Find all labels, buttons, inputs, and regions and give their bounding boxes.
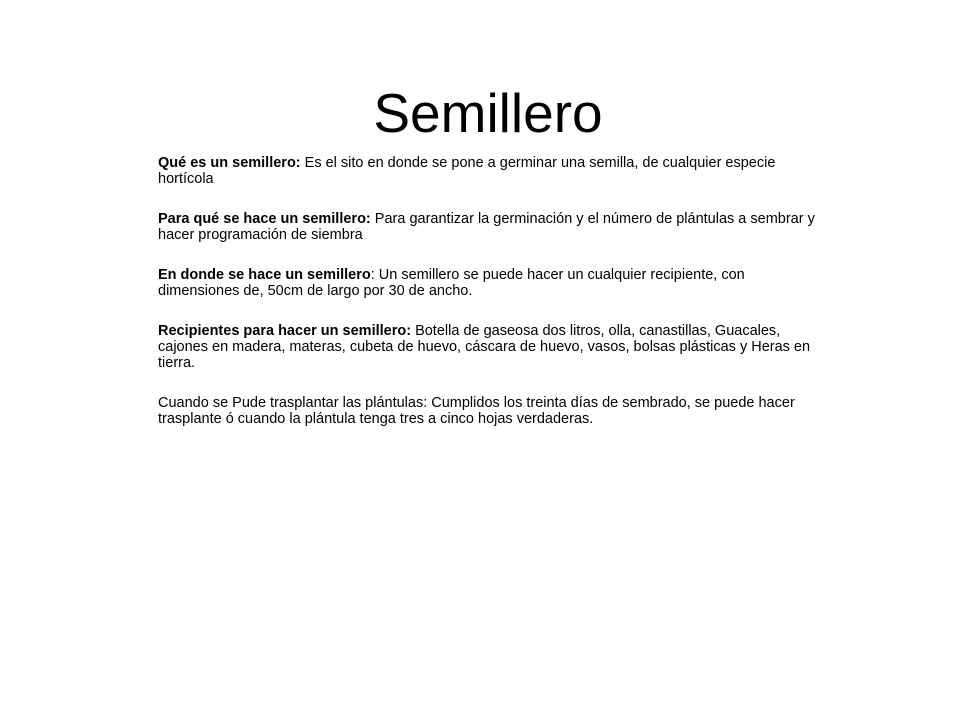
paragraph-label: En donde se hace un semillero [158, 267, 371, 283]
slide-body [158, 155, 818, 451]
paragraph-label: Para qué se hace un semillero: [158, 211, 371, 227]
paragraph-text: Es el sito en donde se pone a germinar una semilla, de cualquier especie hortícola [158, 155, 776, 187]
paragraph-en-donde [158, 267, 818, 299]
paragraph-label: Recipientes para hacer un semillero: [158, 323, 412, 339]
paragraph-trasplante [158, 395, 818, 427]
paragraph-text: Cuando se Pude trasplantar las plántulas: Cumplidos los treinta días de sembrado, se puede hacer trasplante ó cuando la plántula tenga tres a cinco hojas verdaderas. [158, 395, 795, 427]
paragraph-label: Qué es un semillero: [158, 155, 301, 171]
paragraph-que-es [158, 155, 818, 187]
paragraph-text: Para garantizar la germinación y el número de plántulas a sembrar y hacer programación de siembra [158, 211, 815, 243]
slide-title: Semillero [373, 82, 603, 144]
paragraph-text: : Un semillero se puede hacer un cualquier recipiente, con dimensiones de, 50cm de largo por 30 de ancho. [158, 267, 745, 299]
paragraph-recipientes [158, 323, 818, 371]
paragraph-para-que [158, 211, 818, 243]
paragraph-text: Botella de gaseosa dos litros, olla, canastillas, Guacales, cajones en madera, materas, cubeta de huevo, cáscara de huevo, vasos, bolsas plásticas y Heras en tierra. [158, 323, 811, 371]
